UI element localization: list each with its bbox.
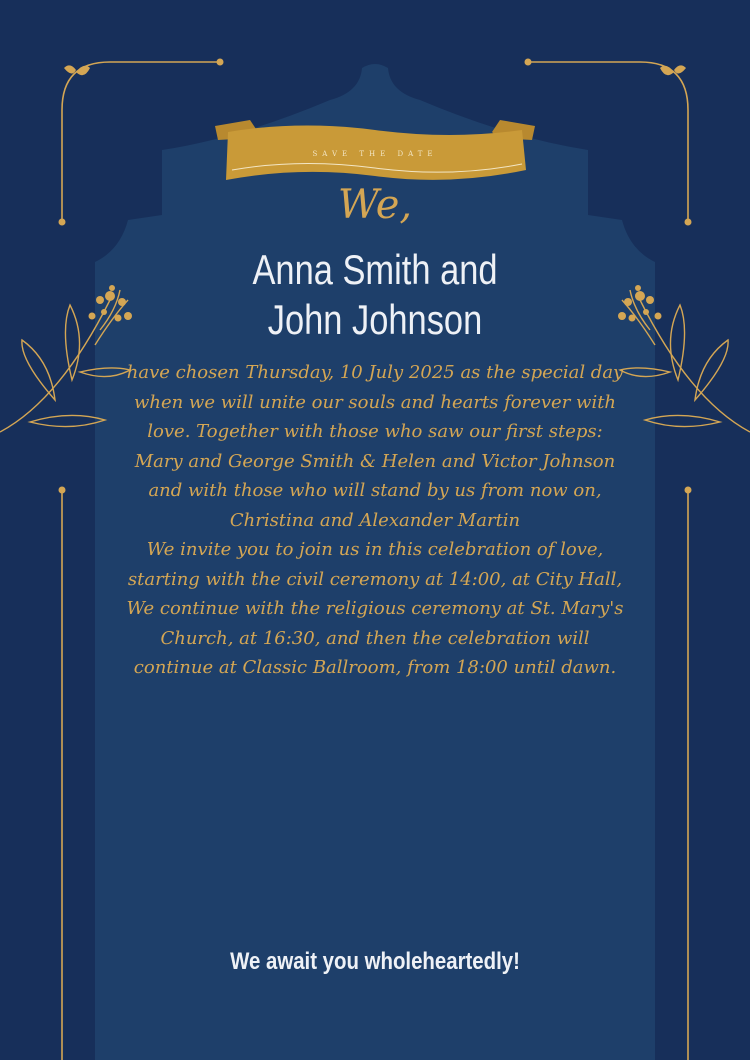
parents-names: Mary and George Smith & Helen and Victor Johnson [134, 450, 616, 472]
invitation-paragraph: We invite you to join us in this celebration of love, starting with the civil ceremony at 14:00, at City Hall, [127, 539, 623, 590]
invitation-paragraph: We continue with the religious ceremony at St. Mary's Church, at 16:30, and then the celebration will continue at Classic Ballroom, from 18:00 until dawn. [126, 598, 624, 678]
right-leaf-sprig [620, 290, 750, 432]
invitation-paragraph: and with those who will stand by us from now on, [148, 480, 602, 501]
invitation-paragraph: have chosen Thursday, 10 July 2025 as the special day when we will unite our souls and hearts forever with love. Together with those who saw our first steps: [126, 362, 624, 442]
left-leaf-sprig [0, 290, 130, 432]
couple-line-2: John Johnson [267, 296, 483, 343]
greeting: We, [337, 182, 413, 228]
couple-names [211, 245, 539, 345]
invitation-text [120, 358, 630, 683]
couple-line-1: Anna Smith and [252, 246, 498, 293]
godparents-names: Christina and Alexander Martin [229, 509, 521, 531]
closing-line: We await you wholeheartedly! [230, 948, 520, 975]
save-the-date-label: SAVE THE DATE [312, 150, 438, 158]
